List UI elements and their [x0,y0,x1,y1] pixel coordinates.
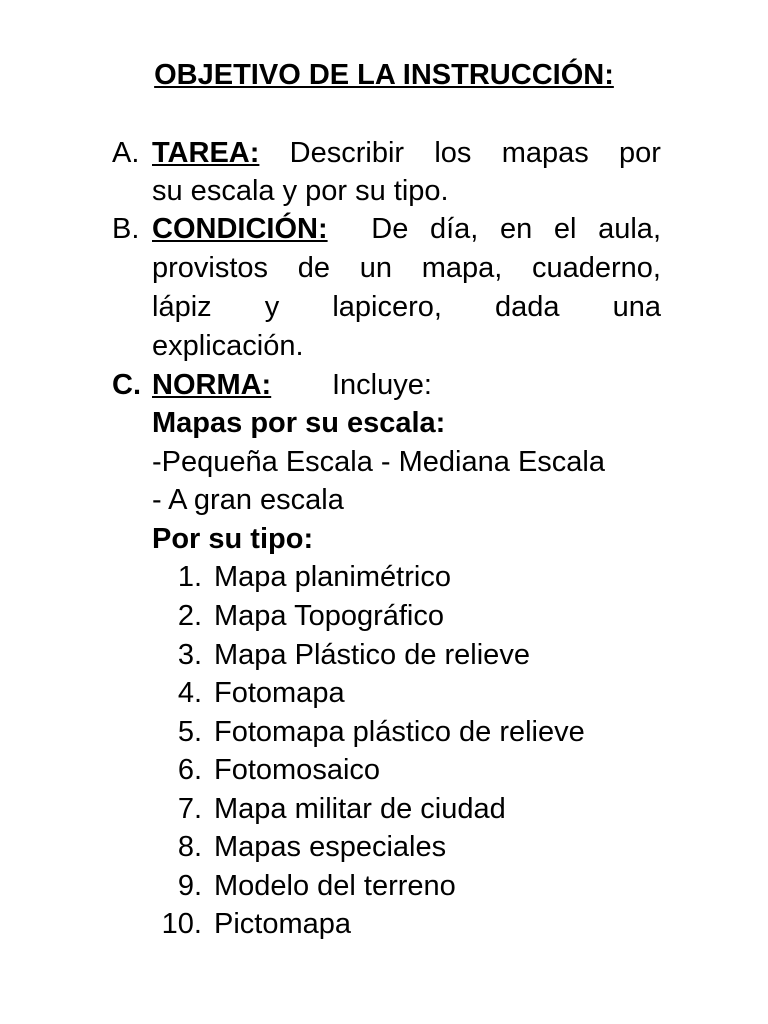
list-item: Mapa planimétrico [214,561,451,593]
list-number: 6. [177,754,202,786]
list-item: Mapa Plástico de relieve [214,639,530,671]
list-number: 3. [177,639,202,671]
section-b-marker: B. [112,213,140,245]
list-item: Fotomapa [214,677,345,709]
section-a-word: mapas [501,137,589,169]
section-a-marker: A. [112,137,140,169]
page-title: OBJETIVO DE LA INSTRUCCIÓN: [154,59,614,91]
section-a-label: TAREA: [152,137,260,169]
scale-line-2: - A gran escala [152,484,344,516]
section-b-label: CONDICIÓN: [152,213,328,245]
list-number: 10. [161,908,202,940]
section-c-marker: C. [112,369,141,401]
type-heading: Por su tipo: [152,523,314,555]
list-number: 8. [177,831,202,863]
section-b-line-4: explicación. [152,330,304,362]
list-item: Modelo del terreno [214,870,456,902]
section-a-line-1 [152,134,661,172]
section-a-word: por [619,137,661,169]
section-b-word: lapicero, [332,291,442,323]
scale-line-1: -Pequeña Escala - Mediana Escala [152,446,605,478]
section-b-word: y [264,291,280,323]
list-number: 1. [177,561,202,593]
list-number: 5. [177,716,202,748]
scale-heading: Mapas por su escala: [152,407,446,439]
section-b-word: De [371,213,409,245]
list-item: Mapas especiales [214,831,447,863]
section-b-word: aula, [598,213,661,245]
list-item: Fotomosaico [214,754,381,786]
section-b-word: día, [429,213,479,245]
section-b-word: el [553,213,577,245]
list-number: 4. [177,677,202,709]
section-b-line-2 [152,249,661,287]
section-b-word: mapa, [421,252,503,284]
list-number: 7. [177,793,202,825]
list-item: Mapa militar de ciudad [214,793,506,825]
list-item: Pictomapa [214,908,352,940]
section-a-word: los [434,137,472,169]
section-b-word: de [297,252,331,284]
section-b-word: en [499,213,533,245]
section-b-word: provistos [152,252,269,284]
section-a-word: Describir [289,137,405,169]
section-b-word: una [612,291,661,323]
list-number: 2. [177,600,202,632]
section-b-word: lápiz [152,291,212,323]
section-b-word: dada [495,291,560,323]
section-b-line-3 [152,288,661,326]
section-b-line-1 [152,210,661,248]
section-b-word: cuaderno, [532,252,661,284]
list-item: Mapa Topográfico [214,600,445,632]
section-c-label: NORMA: [152,369,272,401]
section-a-line-2: su escala y por su tipo. [152,175,449,207]
list-item: Fotomapa plástico de relieve [214,716,585,748]
section-b-word: un [359,252,392,284]
list-number: 9. [177,870,202,902]
section-c-intro: Incluye: [332,369,432,401]
